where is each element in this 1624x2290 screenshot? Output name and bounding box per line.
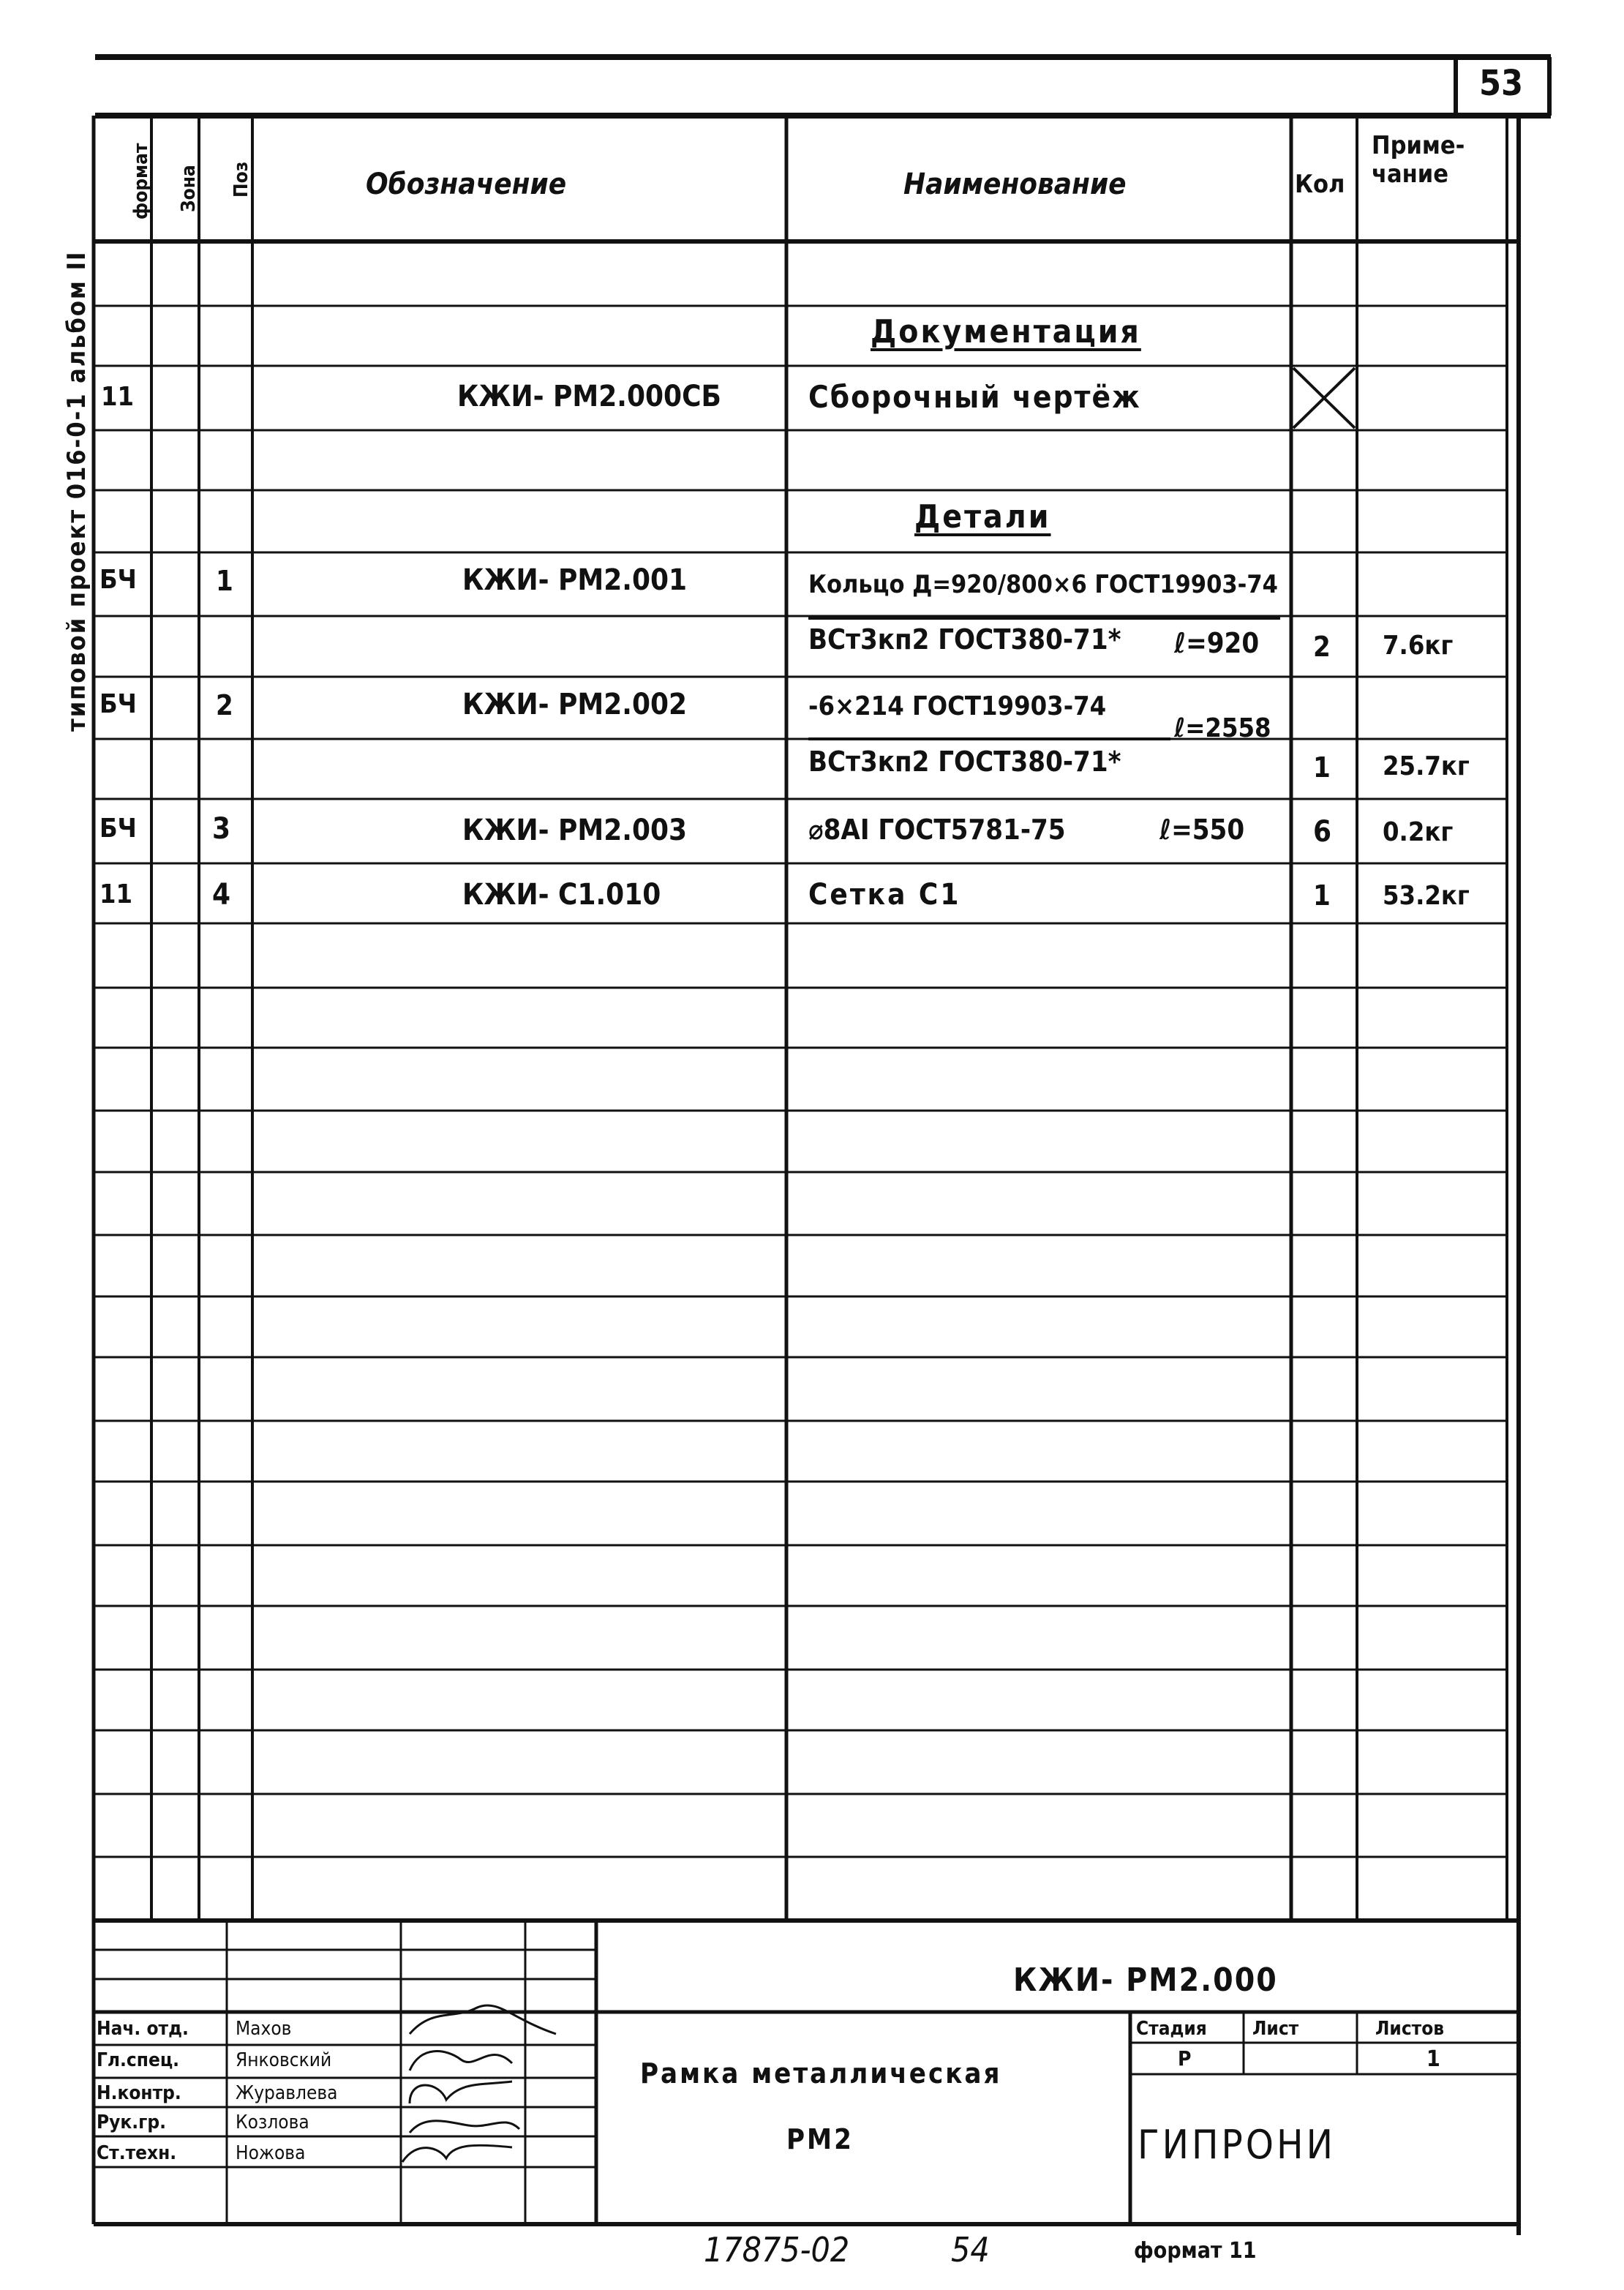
row-doc-name: Сборочный чертёж xyxy=(808,379,1141,415)
row-1-format: БЧ xyxy=(99,565,137,595)
row-doc-format: 11 xyxy=(101,382,135,412)
name-2: Янковский xyxy=(236,2049,332,2071)
stage-value: Р xyxy=(1178,2046,1192,2071)
role-3: Н.контр. xyxy=(97,2082,181,2104)
section-documentation: Документация xyxy=(871,313,1141,350)
row-2-format: БЧ xyxy=(99,689,137,719)
row-1-pos: 1 xyxy=(216,565,233,597)
row-4-name: Сетка С1 xyxy=(808,878,961,912)
row-1-name-line1: Кольцо Д=920/800×6 ГОСТ19903-74 xyxy=(808,570,1278,599)
format-label: формат 11 xyxy=(1134,2238,1257,2264)
row-2-length: ℓ=2558 xyxy=(1174,713,1271,743)
organization: ГИПРОНИ xyxy=(1138,2122,1336,2168)
sheets-value: 1 xyxy=(1426,2046,1440,2072)
col-qty-header: Кол xyxy=(1295,170,1345,199)
col-designation-header: Обозначение xyxy=(366,168,567,201)
role-4: Рук.гр. xyxy=(97,2111,167,2133)
row-1-note: 7.6кг xyxy=(1383,631,1454,661)
title-block-subtitle: РМ2 xyxy=(786,2123,854,2155)
row-1-qty: 2 xyxy=(1313,631,1331,663)
section-details: Детали xyxy=(914,498,1051,536)
signatures xyxy=(402,2005,556,2162)
inventory-number: 17875-02 xyxy=(704,2230,850,2270)
name-1: Махов xyxy=(236,2018,292,2040)
row-2-note: 25.7кг xyxy=(1383,751,1470,781)
row-3-qty: 6 xyxy=(1313,815,1332,849)
row-4-note: 53.2кг xyxy=(1383,881,1470,911)
row-3-pos: 3 xyxy=(212,812,231,846)
row-1-designation: КЖИ- РМ2.001 xyxy=(462,563,688,597)
row-4-designation: КЖИ- С1.010 xyxy=(462,878,661,912)
row-2-designation: КЖИ- РМ2.002 xyxy=(462,688,688,721)
title-block-title: Рамка металлическая xyxy=(640,2057,1002,2090)
side-stamp: типовой проект 016-0-1 альбом II xyxy=(62,250,91,732)
row-doc-designation: КЖИ- РМ2.000СБ xyxy=(457,380,721,413)
sheets-label: Листов xyxy=(1375,2018,1445,2040)
name-3: Журавлева xyxy=(236,2082,338,2104)
row-4-pos: 4 xyxy=(212,878,231,912)
row-2-pos: 2 xyxy=(216,689,233,721)
row-3-length: ℓ=550 xyxy=(1159,814,1245,846)
row-4-qty: 1 xyxy=(1313,879,1331,912)
handwritten-page: 54 xyxy=(951,2230,990,2270)
row-1-name-line2: ВСт3кп2 ГОСТ380-71* xyxy=(808,623,1121,656)
page-number: 53 xyxy=(1479,63,1524,104)
col-zone-header: Зона xyxy=(178,165,200,212)
row-1-length: ℓ=920 xyxy=(1174,627,1260,659)
sheet-label: Лист xyxy=(1252,2018,1299,2040)
row-2-name-line1: -6×214 ГОСТ19903-74 xyxy=(808,691,1107,721)
col-note-header: Приме- чание xyxy=(1372,131,1465,189)
title-block-code: КЖИ- РМ2.000 xyxy=(1013,1961,1278,1999)
role-1: Нач. отд. xyxy=(97,2018,189,2040)
col-name-header: Наименование xyxy=(903,168,1127,201)
stage-label: Стадия xyxy=(1136,2018,1207,2040)
name-4: Козлова xyxy=(236,2111,309,2133)
row-2-name-line2: ВСт3кп2 ГОСТ380-71* xyxy=(808,746,1121,778)
role-5: Ст.техн. xyxy=(97,2142,177,2164)
col-format-header: формат xyxy=(130,143,152,219)
row-3-format: БЧ xyxy=(99,814,137,844)
role-2: Гл.спец. xyxy=(97,2049,180,2071)
row-3-note: 0.2кг xyxy=(1383,817,1454,847)
row-3-name: ⌀8АI ГОСТ5781-75 xyxy=(808,814,1066,846)
name-5: Ножова xyxy=(236,2142,306,2164)
row-2-qty: 1 xyxy=(1313,751,1331,784)
col-pos-header: Поз xyxy=(230,161,252,198)
row-3-designation: КЖИ- РМ2.003 xyxy=(462,814,688,847)
row-4-format: 11 xyxy=(99,879,133,909)
